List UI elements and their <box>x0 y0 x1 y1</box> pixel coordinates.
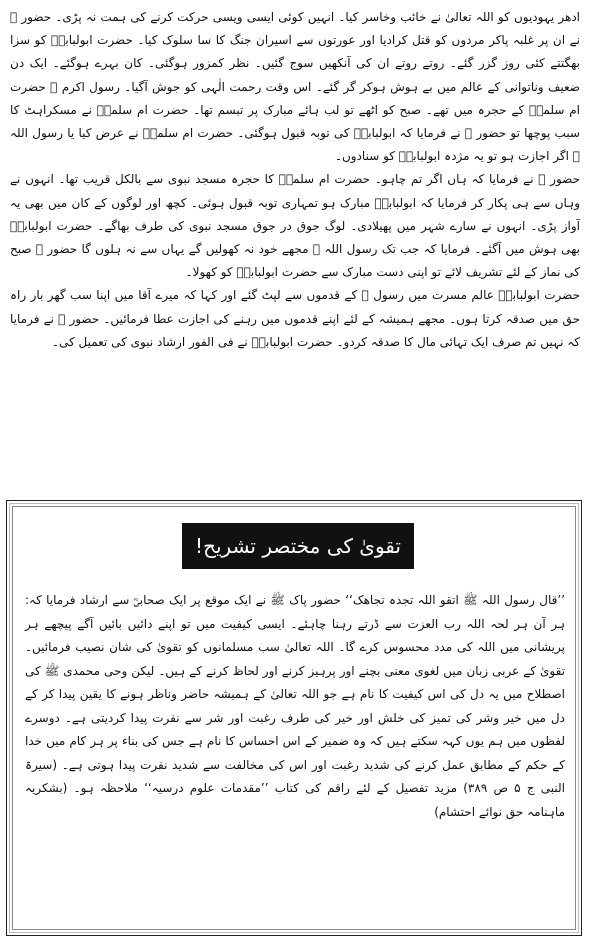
box-paragraph: ’’قال رسول اللہ ﷺ اتقو اللہ تجدہ تجاھک‘‘ حضور پاک ﷺ نے ایک موقع پر ایک صحابیؓ سے ارشاد فرمایا کہ: ہر آن ہر لحہ اللہ رب العزت سے ڈرتے رہنا چاہئے۔ ایسی کیفیت میں تو اپنے دائیں بائیں آگے پیچھے ہر پریشانی میں اللہ کی مدد محسوس کرے گا۔ اللہ تعالیٰ سب مسلمانوں کو تقویٰ کی شان نصیب فرمائیں۔ تقویٰ کے عربی زبان میں لغوی معنی بچنے اور پرہیز کرنے اور لحاظ کرنے کے ہیں۔ لیکن وحی محمدی ﷺ کی اصطلاح میں یہ دل کی اس کیفیت کا نام ہے جو اللہ تعالیٰ کے ہمیشہ حاضر وناظر ہونے کا یقین پیدا کر کے دل میں خیر وشر کی تمیز کی خلش اور خیر کی طرف رغبت اور شر سے نفرت پیدا کردیتی ہے۔ دوسرے لفظوں میں ہم یوں کہہ سکتے ہیں کہ وہ ضمیر کے اس احساس کا نام ہے جس کی بناء پر ہر کام میں خدا کے حکم کے مطابق عمل کرنے کی شدید رغبت اور اس کی مخالفت سے شدید نفرت پیدا ہوتی ہے۔ (سیرۃ النبی ج ۵ ص ۳۸۹) مزید تفصیل کے لئے راقم کی کتاب ’’مقدمات علوم درسیہ‘‘ ملاحظہ ہو۔ (بشکریہ ماہنامہ حق نوائے احتشام) <box>25 593 566 819</box>
info-box <box>6 500 582 936</box>
article-body <box>10 6 580 354</box>
box-heading: تقویٰ کی مختصر تشریح! <box>182 523 414 569</box>
article-paragraph-3: حضرت ابولبابہؓ عالم مسرت میں رسول ﷺ کے قدموں سے لپٹ گئے اور کہا کہ میرے آقا میں اپنا سب گھر بار راہ حق میں صدقہ کرتا ہوں۔ مجھے ہمیشہ کے لئے اپنے قدموں میں رہنے کی اجازت عطا فرمائیں۔ حضور ﷺ نے فرمایا کہ نہیں تم صرف ایک تہائی مال کا صدقہ کردو۔ حضرت ابولبابہؓ نے فی الفور ارشاد نبوی کی تعمیل کی۔ <box>10 288 580 349</box>
article-paragraph-2: حضور ﷺ نے فرمایا کہ ہاں اگر تم چاہو۔ حضرت ام سلمہؓ کا حجرہ مسجد نبوی سے بالکل قریب تھا۔ انہوں نے وہاں سے ہی پکار کر فرمایا کہ ابولبابہؓ مبارک ہو تمہاری توبہ قبول ہوئی۔ کچھ اور لوگوں کے کان میں بھی یہ آواز پڑی۔ انہوں نے سارے شہر میں پھیلادی۔ لوگ جوق در جوق مسجد نبوی کی طرف بھاگے۔ حضرت ابولبابہؓ بھی ہوش میں آگئے۔ فرمایا کہ جب تک رسول اللہ ﷺ مجھے خود نہ کھولیں گے یہاں سے نہ ہلوں گا حضور ﷺ صبح کی نماز کے لئے تشریف لائے تو اپنی دست مبارک سے حضرت ابولبابہؓ کو کھولا۔ <box>10 172 580 280</box>
box-body <box>25 589 565 824</box>
article-paragraph-1: ادھر یہودیوں کو اللہ تعالیٰ نے خائب وخاسر کیا۔ انہیں کوئی ایسی ویسی حرکت کرنے کی ہمت نہ پڑی۔ حضور ﷺ نے ان پر غلبہ پاکر مردوں کو قتل کرادیا اور عورتوں سے اسیران جنگ کا سا سلوک کیا۔ حضرت ابولبابہؓ کو سزا بھگتتے کئی روز گزر گئے۔ روتے روتے ان کی آنکھیں سوج گئیں۔ نظر کمزور ہوگئی۔ کان بہرے ہوگئے۔ ایک دن ضعیف وناتوانی کے عالم میں بے ہوش ہوکر گر گئے۔ اس وقت رحمت الٰہی کو جوش آگیا۔ رسول اکرم ﷺ حضرت ام سلمہؓ کے حجرہ میں تھے۔ صبح کو اٹھے تو لب ہائے مبارک پر تبسم تھا۔ حضرت ام سلمہؓ نے مسکراہٹ کا سبب پوچھا تو حضور ﷺ نے فرمایا کہ ابولبابہؓ کی توبہ قبول ہوگئی۔ حضرت ام سلمہؓ نے عرض کیا یا رسول اللہ ﷺ اگر اجازت ہو تو یہ مژدہ ابولبابہؓ کو سنادوں۔ <box>10 10 580 164</box>
